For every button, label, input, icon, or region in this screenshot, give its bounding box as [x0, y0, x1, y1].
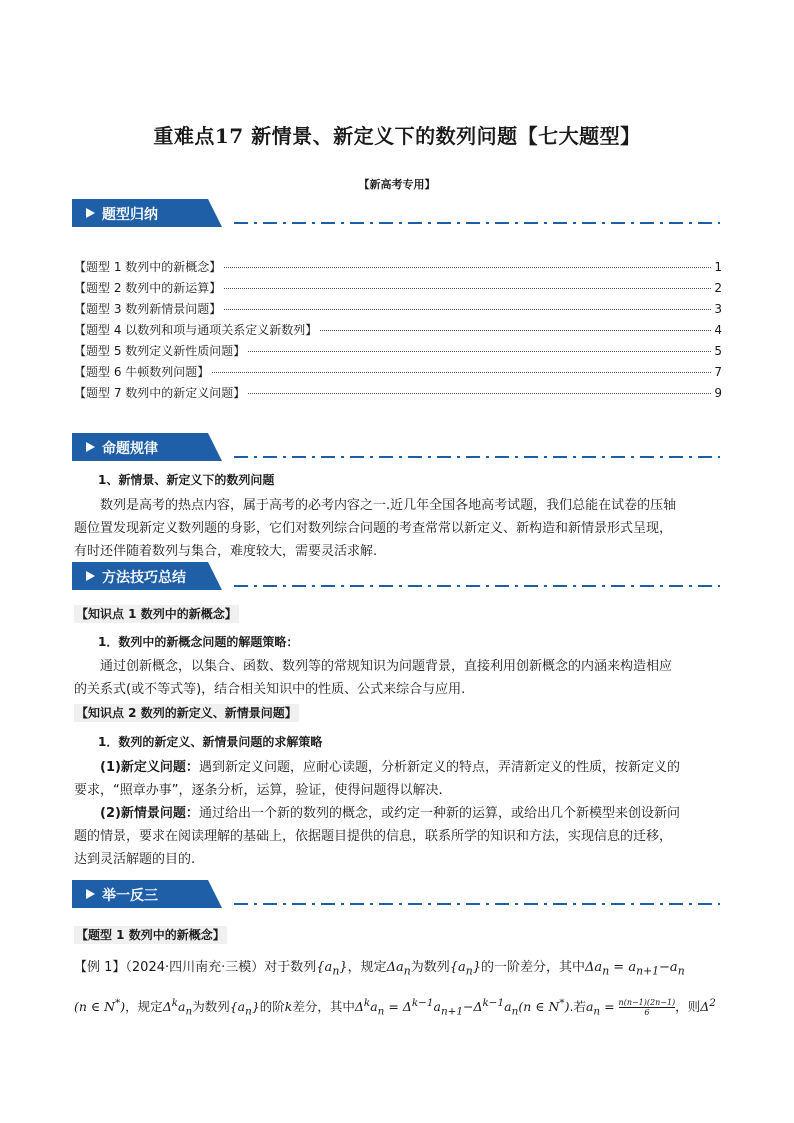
- strategy-heading: 1．数列的新定义、新情景问题的求解策略: [98, 735, 323, 749]
- text-span: 的一阶差分，其中: [481, 960, 586, 975]
- toc-leader: [224, 288, 711, 289]
- text-line: 题的情景，要求在阅读理解的基础上，依据题目提供的信息，联系所学的知识和方法，实现信息的迁移，: [74, 829, 673, 844]
- toc-item[interactable]: [74, 384, 722, 402]
- rule-paragraph: [74, 494, 722, 563]
- toc-page: 9: [714, 386, 722, 400]
- text-span: ，则: [675, 999, 701, 1015]
- strategy-heading: 1．数列中的新概念问题的解题策略：: [98, 635, 299, 649]
- toc-leader: [248, 351, 711, 352]
- math-expr: $\Delta^ka_n = \Delta^{k-1}a_{n+1}-\Delta^{k-1}a_n(n$ ∈ N*): [354, 997, 570, 1018]
- toc-page: 4: [714, 323, 722, 337]
- text-span: 为数列: [410, 960, 450, 975]
- toc-leader: [248, 393, 711, 394]
- toc-leader: [224, 309, 711, 310]
- math-expr: $a_n$ = $\frac{n(n-1)(2n-1)}{6}$: [585, 998, 676, 1018]
- section-title: 举一反三: [102, 888, 158, 904]
- toc-label: 【题型 6 牛顿数列问题】: [74, 365, 210, 379]
- dash-divider: [234, 585, 720, 587]
- toc-item[interactable]: [74, 342, 722, 360]
- toc-page: 2: [714, 281, 722, 295]
- toc-item[interactable]: [74, 279, 722, 297]
- toc-page: 3: [714, 302, 722, 316]
- page-title: 重难点17 新情景、新定义下的数列问题【七大题型】: [153, 124, 641, 148]
- math-expr: $\Delta^2$: [700, 997, 716, 1015]
- text-line: 数列是高考的热点内容，属于高考的必考内容之一.近几年全国各地高考试题，我们总能在试卷的压轴: [100, 498, 677, 513]
- text-span: 通过给出一个新的数列的概念，或约定一种新的运算，或给出几个新模型来创设新问: [198, 806, 680, 821]
- section-banner-examples: [72, 880, 222, 908]
- text-span: 差分，其中: [292, 999, 355, 1015]
- toc-label: 【题型 5 数列定义新性质问题】: [74, 344, 246, 358]
- knowledge-point-label: 【知识点 1 数列中的新概念】: [76, 607, 237, 621]
- example-line: [74, 958, 722, 982]
- dash-divider: [234, 903, 720, 905]
- text-span: ，规定: [347, 960, 387, 975]
- text-line: [74, 802, 722, 825]
- toc-item[interactable]: [74, 321, 722, 339]
- kp2-paragraph: [74, 756, 722, 871]
- example-source: （2024·四川南充·三模）: [125, 960, 265, 975]
- math-expr: $\{a_n\}$: [316, 960, 348, 978]
- rule-heading: 1、新情景、新定义下的数列问题: [98, 473, 275, 487]
- toc-page: 7: [714, 365, 722, 379]
- text-line: 有时还伴随着数列与集合，难度较大，需要灵活求解.: [74, 544, 378, 559]
- text-line: [74, 756, 722, 779]
- play-icon: [86, 571, 95, 581]
- dash-divider: [234, 222, 720, 224]
- math-expr: $\Delta a_n = a_{n+1}-a_n$: [585, 960, 685, 978]
- page-subtitle: 【新高考专用】: [358, 178, 436, 191]
- toc-item[interactable]: [74, 363, 722, 381]
- math-expr: (n ∈ N*): [74, 997, 126, 1015]
- toc-label: 【题型 7 数列中的新定义问题】: [74, 386, 246, 400]
- table-of-contents: [74, 258, 722, 408]
- text-span: ，规定: [125, 999, 163, 1015]
- section-title: 题型归纳: [102, 207, 158, 223]
- toc-page: 5: [714, 344, 722, 358]
- section-title: 命题规律: [102, 441, 158, 457]
- section-banner-rules: [72, 433, 222, 461]
- bold-lead: (2)新情景问题：: [100, 806, 199, 821]
- text-span: 为数列: [192, 999, 230, 1015]
- toc-label: 【题型 1 数列中的新概念】: [74, 260, 222, 274]
- example-line: [74, 993, 722, 1022]
- toc-leader: [224, 267, 711, 268]
- toc-leader: [320, 330, 711, 331]
- example-tag: 【例 1】: [74, 960, 126, 975]
- math-expr: k: [284, 999, 293, 1015]
- math-expr: $\{a_n\}$: [449, 960, 482, 978]
- section-title: 方法技巧总结: [102, 570, 186, 586]
- toc-label: 【题型 4 以数列和项与通项关系定义新数列】: [74, 323, 318, 337]
- toc-label: 【题型 3 数列新情景问题】: [74, 302, 222, 316]
- text-line: 通过创新概念，以集合、函数、数列等的常规知识为问题背景，直接利用创新概念的内涵来构造相应: [100, 659, 673, 674]
- text-line: 要求，“照章办事”，逐条分析，运算，验证，使得问题得以解决.: [74, 783, 443, 798]
- toc-item[interactable]: [74, 300, 722, 318]
- math-expr: $\Delta^ka_n$: [162, 997, 193, 1018]
- toc-item[interactable]: [74, 258, 722, 276]
- type-label: 【题型 1 数列中的新概念】: [76, 928, 225, 942]
- play-icon: [86, 889, 95, 899]
- kp1-paragraph: [74, 655, 722, 701]
- text-line: 题位置发现新定义数列题的身影，它们对数列综合问题的考查常常以新定义、新构造和新情景形式呈现，: [74, 521, 673, 536]
- toc-page: 1: [714, 260, 722, 274]
- knowledge-point-label: 【知识点 2 数列的新定义、新情景问题】: [76, 706, 297, 720]
- toc-label: 【题型 2 数列中的新运算】: [74, 281, 222, 295]
- bold-lead: (1)新定义问题：: [100, 760, 199, 775]
- play-icon: [86, 442, 95, 452]
- math-expr: $\{a_n\}$: [229, 999, 260, 1018]
- dash-divider: [234, 456, 720, 458]
- play-icon: [86, 208, 95, 218]
- section-banner-summary: [72, 199, 222, 227]
- section-banner-methods: [72, 562, 222, 590]
- toc-leader: [212, 372, 711, 373]
- text-span: .若: [569, 999, 586, 1015]
- text-line: 的关系式(或不等式等)，结合相关知识中的性质、公式来综合与应用.: [74, 682, 466, 697]
- text-line: 达到灵活解题的目的.: [74, 852, 196, 867]
- text-span: 遇到新定义问题，应耐心读题，分析新定义的特点，弄清新定义的性质，按新定义的: [198, 760, 680, 775]
- text-span: 对于数列: [264, 960, 317, 975]
- math-expr: $\Delta a_n$: [386, 960, 411, 978]
- text-span: 的阶: [259, 999, 285, 1015]
